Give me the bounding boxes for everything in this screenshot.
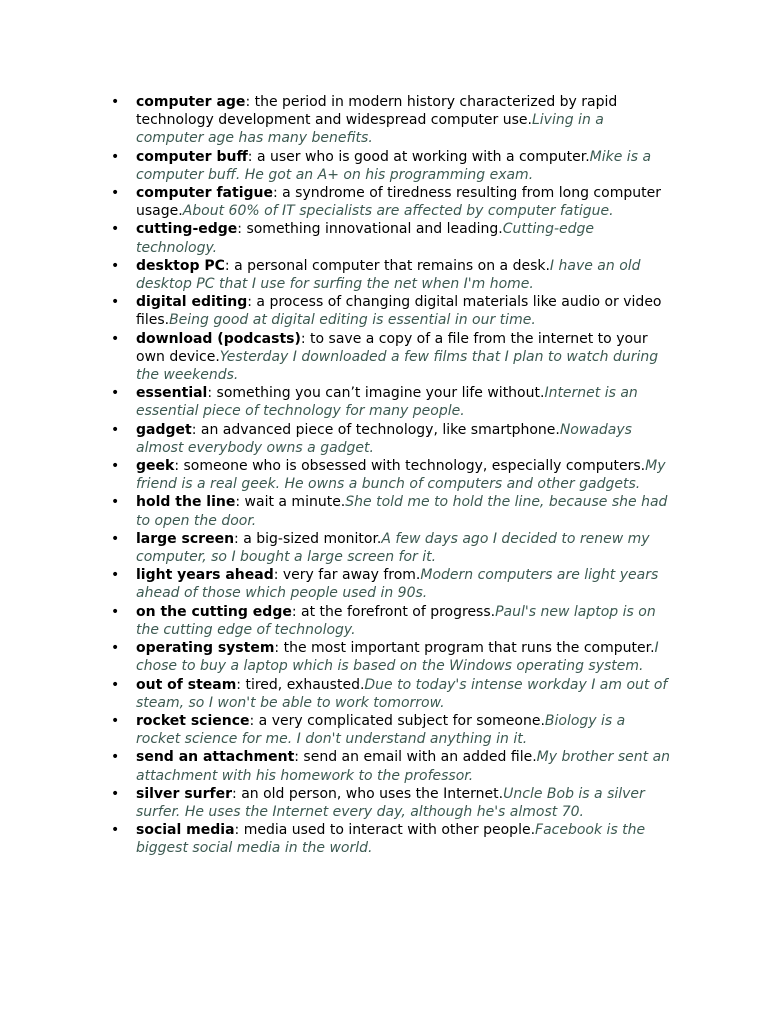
bullet-icon: • bbox=[111, 640, 120, 657]
glossary-definition: : the most important program that runs the computer. bbox=[274, 640, 655, 657]
glossary-term: geek bbox=[136, 458, 175, 475]
glossary-example: I have an old desktop PC that I use for surfing the net when I'm home. bbox=[136, 257, 641, 293]
bullet-icon: • bbox=[111, 148, 120, 165]
glossary-definition: : a process of changing digital materials like audio or video files. bbox=[136, 294, 662, 329]
glossary-example: Uncle Bob is a silver surfer. He uses the Internet every day, although he's almost 70. bbox=[136, 785, 645, 820]
glossary-entry bbox=[111, 257, 671, 293]
glossary-example: Paul's new laptop is on the cutting edge of technology. bbox=[136, 603, 656, 638]
glossary-definition: : media used to interact with other people. bbox=[234, 822, 536, 839]
bullet-icon: • bbox=[111, 385, 120, 402]
glossary-entry bbox=[111, 330, 671, 385]
glossary-example: Cutting-edge technology. bbox=[136, 221, 595, 256]
glossary-term: out of steam bbox=[136, 676, 237, 693]
glossary-term: computer age bbox=[136, 94, 246, 110]
bullet-icon: • bbox=[111, 294, 120, 311]
glossary-entry bbox=[111, 676, 671, 712]
glossary-example: Modern computers are light years ahead of those which people used in 90s. bbox=[136, 567, 659, 602]
glossary-example: Mike is a computer buff. He got an A+ on his programming exam. bbox=[136, 148, 652, 183]
bullet-icon: • bbox=[111, 785, 120, 802]
bullet-icon: • bbox=[111, 494, 120, 511]
glossary-definition: : a very complicated subject for someone. bbox=[249, 712, 545, 729]
glossary-term: light years ahead bbox=[136, 567, 274, 584]
bullet-icon: • bbox=[111, 257, 120, 274]
glossary-term: rocket science bbox=[136, 712, 250, 729]
glossary-term: silver surfer bbox=[136, 785, 233, 802]
glossary-entry bbox=[111, 148, 671, 184]
glossary-entry bbox=[111, 493, 671, 529]
bullet-icon: • bbox=[111, 676, 120, 693]
glossary-entry bbox=[111, 93, 671, 148]
glossary-entry bbox=[111, 748, 671, 784]
bullet-icon: • bbox=[111, 421, 120, 438]
glossary-entry bbox=[111, 603, 671, 639]
glossary-example: Biology is a rocket science for me. I don't understand anything in it. bbox=[136, 712, 626, 748]
glossary-entry bbox=[111, 821, 671, 857]
bullet-icon: • bbox=[111, 530, 120, 547]
glossary-definition: : a personal computer that remains on a desk. bbox=[224, 257, 550, 274]
glossary-entry bbox=[111, 293, 671, 329]
glossary-definition: : an old person, who uses the Internet. bbox=[232, 785, 504, 802]
glossary-term: essential bbox=[136, 385, 208, 402]
glossary-definition: : send an email with an added file. bbox=[294, 749, 537, 766]
glossary-example: Yesterday I downloaded a few films that I plan to watch during the weekends. bbox=[136, 348, 659, 384]
glossary-example: Internet is an essential piece of technology for many people. bbox=[136, 385, 638, 420]
glossary-term: send an attachment bbox=[136, 749, 295, 766]
bullet-icon: • bbox=[111, 221, 120, 238]
glossary-term: large screen bbox=[136, 530, 235, 547]
glossary-definition: : at the forefront of progress. bbox=[291, 603, 496, 620]
glossary-entry bbox=[111, 184, 671, 220]
glossary-entry bbox=[111, 785, 671, 821]
glossary-entry bbox=[111, 639, 671, 675]
glossary-definition: : someone who is obsessed with technology, especially computers. bbox=[174, 458, 646, 475]
glossary-example: Due to today's intense workday I am out of steam, so I won't be able to work tomorrow. bbox=[136, 676, 668, 711]
glossary-term: download (podcasts) bbox=[136, 330, 301, 347]
glossary-term: social media bbox=[136, 822, 235, 839]
glossary-definition: : tired, exhausted. bbox=[236, 676, 365, 693]
bullet-icon: • bbox=[111, 185, 120, 202]
glossary-term: computer buff bbox=[136, 148, 248, 165]
glossary-example: My brother sent an attachment with his homework to the professor. bbox=[136, 749, 671, 784]
glossary-entry bbox=[111, 421, 671, 457]
glossary-entry bbox=[111, 712, 671, 748]
bullet-icon: • bbox=[111, 712, 120, 729]
glossary-definition: : a syndrome of tiredness resulting from long computer usage. bbox=[136, 185, 661, 220]
glossary-example: Living in a computer age has many benefits. bbox=[136, 112, 604, 147]
bullet-icon: • bbox=[111, 822, 120, 839]
glossary-example: My friend is a real geek. He owns a bunch of computers and other gadgets. bbox=[136, 458, 666, 493]
glossary-term: hold the line bbox=[136, 494, 236, 511]
glossary-list bbox=[111, 93, 671, 858]
glossary-term: cutting-edge bbox=[136, 221, 238, 238]
glossary-definition: : something innovational and leading. bbox=[237, 221, 503, 238]
glossary-example: Nowadays almost everybody owns a gadget. bbox=[136, 421, 632, 456]
bullet-icon: • bbox=[111, 94, 120, 110]
glossary-definition: : something you can’t imagine your life without. bbox=[207, 385, 545, 402]
glossary-term: gadget bbox=[136, 421, 192, 438]
glossary-term: computer fatigue bbox=[136, 185, 273, 202]
glossary-example: Facebook is the biggest social media in the world. bbox=[136, 822, 646, 857]
glossary-definition: : the period in modern history characterized by rapid technology development and widespread computer use. bbox=[136, 94, 618, 129]
bullet-icon: • bbox=[111, 330, 120, 347]
glossary-term: desktop PC bbox=[136, 257, 225, 274]
glossary-definition: : wait a minute. bbox=[235, 494, 346, 511]
glossary-definition: : very far away from. bbox=[273, 567, 421, 584]
glossary-term: digital editing bbox=[136, 294, 248, 311]
bullet-icon: • bbox=[111, 749, 120, 766]
glossary-term: operating system bbox=[136, 640, 275, 657]
glossary-entry bbox=[111, 530, 671, 566]
glossary-entry bbox=[111, 457, 671, 493]
bullet-icon: • bbox=[111, 603, 120, 620]
glossary-definition: : an advanced piece of technology, like smartphone. bbox=[191, 421, 560, 438]
bullet-icon: • bbox=[111, 458, 120, 475]
glossary-example: I chose to buy a laptop which is based on the Windows operating system. bbox=[136, 640, 659, 675]
glossary-entry bbox=[111, 384, 671, 420]
glossary-definition: : a big-sized monitor. bbox=[234, 530, 382, 547]
bullet-icon: • bbox=[111, 567, 120, 584]
glossary-entry bbox=[111, 566, 671, 602]
glossary-example: A few days ago I decided to renew my computer, so I bought a large screen for it. bbox=[136, 530, 650, 566]
glossary-example: About 60% of IT specialists are affected by computer fatigue. bbox=[182, 203, 614, 220]
glossary-definition: : a user who is good at working with a computer. bbox=[247, 148, 590, 165]
glossary-definition: : to save a copy of a file from the internet to your own device. bbox=[136, 330, 648, 365]
glossary-term: on the cutting edge bbox=[136, 603, 292, 620]
glossary-example: Being good at digital editing is essential in our time. bbox=[169, 312, 536, 329]
glossary-example: She told me to hold the line, because she had to open the door. bbox=[136, 494, 668, 529]
glossary-entry bbox=[111, 220, 671, 256]
